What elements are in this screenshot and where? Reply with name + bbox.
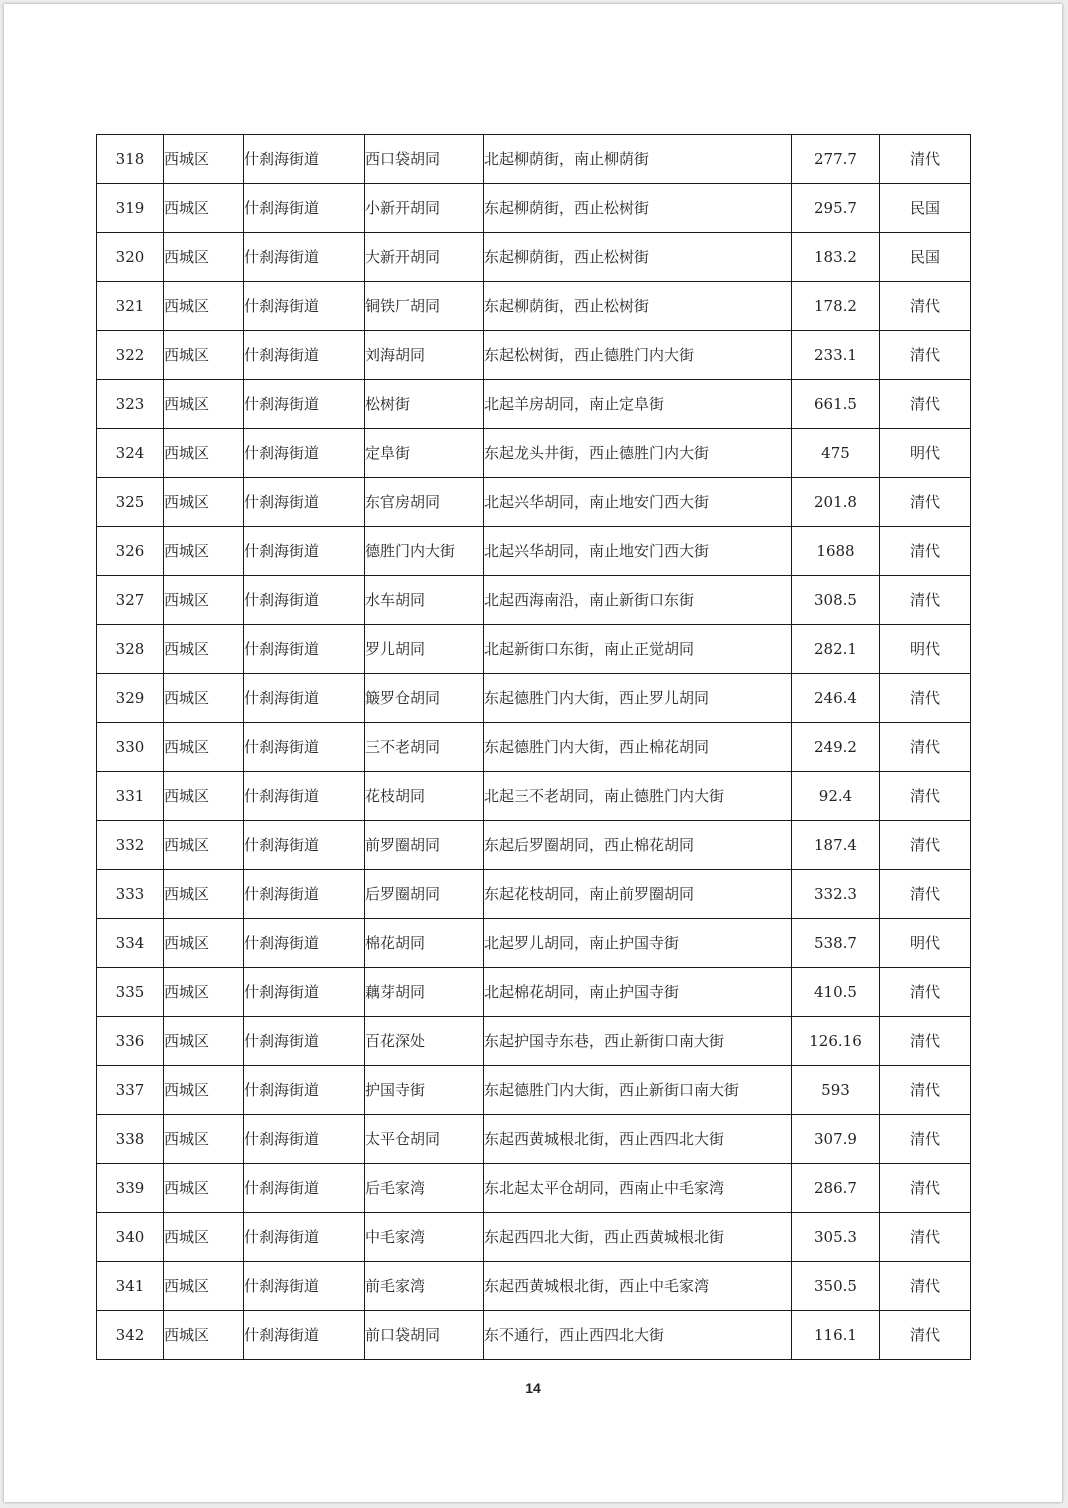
district-cell: 西城区 (164, 968, 244, 1017)
page-number: 14 (525, 1380, 541, 1396)
subdistrict-cell: 什刹海街道 (244, 723, 365, 772)
district-cell: 西城区 (164, 184, 244, 233)
era-cell: 清代 (880, 527, 971, 576)
length-cell: 277.7 (792, 135, 880, 184)
extent-cell: 北起兴华胡同，南止地安门西大街 (484, 527, 792, 576)
extent-cell: 东起护国寺东巷，西止新街口南大街 (484, 1017, 792, 1066)
row-number: 334 (97, 919, 164, 968)
table-row (97, 821, 971, 870)
extent-cell: 北起羊房胡同，南止定阜街 (484, 380, 792, 429)
table-row (97, 870, 971, 919)
row-number: 329 (97, 674, 164, 723)
subdistrict-cell: 什刹海街道 (244, 429, 365, 478)
extent-cell: 北起三不老胡同，南止德胜门内大街 (484, 772, 792, 821)
length-cell: 1688 (792, 527, 880, 576)
subdistrict-cell: 什刹海街道 (244, 821, 365, 870)
extent-cell: 东起柳荫街，西止松树街 (484, 233, 792, 282)
document-page (4, 4, 1062, 1502)
length-cell: 282.1 (792, 625, 880, 674)
era-cell: 明代 (880, 919, 971, 968)
subdistrict-cell: 什刹海街道 (244, 233, 365, 282)
street-name-cell: 簸罗仓胡同 (365, 674, 484, 723)
era-cell: 清代 (880, 331, 971, 380)
length-cell: 295.7 (792, 184, 880, 233)
subdistrict-cell: 什刹海街道 (244, 674, 365, 723)
length-cell: 307.9 (792, 1115, 880, 1164)
era-cell: 清代 (880, 1017, 971, 1066)
district-cell: 西城区 (164, 1164, 244, 1213)
row-number: 331 (97, 772, 164, 821)
length-cell: 116.1 (792, 1311, 880, 1360)
era-cell: 民国 (880, 184, 971, 233)
length-cell: 286.7 (792, 1164, 880, 1213)
subdistrict-cell: 什刹海街道 (244, 1115, 365, 1164)
subdistrict-cell: 什刹海街道 (244, 1066, 365, 1115)
table-row (97, 478, 971, 527)
subdistrict-cell: 什刹海街道 (244, 919, 365, 968)
length-cell: 246.4 (792, 674, 880, 723)
era-cell: 清代 (880, 380, 971, 429)
street-name-cell: 小新开胡同 (365, 184, 484, 233)
row-number: 337 (97, 1066, 164, 1115)
street-name-cell: 罗儿胡同 (365, 625, 484, 674)
length-cell: 305.3 (792, 1213, 880, 1262)
length-cell: 410.5 (792, 968, 880, 1017)
row-number: 336 (97, 1017, 164, 1066)
district-cell: 西城区 (164, 429, 244, 478)
street-name-cell: 德胜门内大街 (365, 527, 484, 576)
street-name-cell: 三不老胡同 (365, 723, 484, 772)
extent-cell: 东起花枝胡同，南止前罗圈胡同 (484, 870, 792, 919)
district-cell: 西城区 (164, 1262, 244, 1311)
district-cell: 西城区 (164, 135, 244, 184)
table-row (97, 429, 971, 478)
era-cell: 清代 (880, 282, 971, 331)
era-cell: 清代 (880, 1262, 971, 1311)
row-number: 320 (97, 233, 164, 282)
row-number: 340 (97, 1213, 164, 1262)
district-cell: 西城区 (164, 674, 244, 723)
street-name-cell: 藕芽胡同 (365, 968, 484, 1017)
era-cell: 清代 (880, 723, 971, 772)
era-cell: 清代 (880, 968, 971, 1017)
length-cell: 475 (792, 429, 880, 478)
length-cell: 201.8 (792, 478, 880, 527)
street-name-cell: 前罗圈胡同 (365, 821, 484, 870)
row-number: 341 (97, 1262, 164, 1311)
table-row (97, 331, 971, 380)
era-cell: 清代 (880, 674, 971, 723)
subdistrict-cell: 什刹海街道 (244, 282, 365, 331)
extent-cell: 东不通行，西止西四北大街 (484, 1311, 792, 1360)
extent-cell: 东起龙头井街，西止德胜门内大街 (484, 429, 792, 478)
table-row (97, 527, 971, 576)
row-number: 327 (97, 576, 164, 625)
table-row (97, 625, 971, 674)
street-name-cell: 后毛家湾 (365, 1164, 484, 1213)
street-name-cell: 铜铁厂胡同 (365, 282, 484, 331)
length-cell: 178.2 (792, 282, 880, 331)
district-cell: 西城区 (164, 821, 244, 870)
extent-cell: 北起柳荫街，南止柳荫街 (484, 135, 792, 184)
era-cell: 民国 (880, 233, 971, 282)
subdistrict-cell: 什刹海街道 (244, 527, 365, 576)
row-number: 332 (97, 821, 164, 870)
era-cell: 清代 (880, 478, 971, 527)
street-name-cell: 水车胡同 (365, 576, 484, 625)
extent-cell: 北起西海南沿，南止新街口东街 (484, 576, 792, 625)
row-number: 338 (97, 1115, 164, 1164)
extent-cell: 东起德胜门内大街，西止罗儿胡同 (484, 674, 792, 723)
district-cell: 西城区 (164, 625, 244, 674)
subdistrict-cell: 什刹海街道 (244, 184, 365, 233)
length-cell: 593 (792, 1066, 880, 1115)
street-name-cell: 松树街 (365, 380, 484, 429)
street-name-cell: 前毛家湾 (365, 1262, 484, 1311)
subdistrict-cell: 什刹海街道 (244, 576, 365, 625)
district-cell: 西城区 (164, 772, 244, 821)
district-cell: 西城区 (164, 478, 244, 527)
row-number: 322 (97, 331, 164, 380)
subdistrict-cell: 什刹海街道 (244, 135, 365, 184)
era-cell: 清代 (880, 576, 971, 625)
table-body (97, 135, 971, 1360)
length-cell: 350.5 (792, 1262, 880, 1311)
row-number: 321 (97, 282, 164, 331)
subdistrict-cell: 什刹海街道 (244, 772, 365, 821)
district-cell: 西城区 (164, 723, 244, 772)
row-number: 324 (97, 429, 164, 478)
street-name-cell: 刘海胡同 (365, 331, 484, 380)
extent-cell: 北起新街口东街，南止正觉胡同 (484, 625, 792, 674)
row-number: 319 (97, 184, 164, 233)
era-cell: 清代 (880, 1311, 971, 1360)
district-cell: 西城区 (164, 576, 244, 625)
subdistrict-cell: 什刹海街道 (244, 1017, 365, 1066)
subdistrict-cell: 什刹海街道 (244, 380, 365, 429)
row-number: 323 (97, 380, 164, 429)
row-number: 339 (97, 1164, 164, 1213)
street-name-cell: 后罗圈胡同 (365, 870, 484, 919)
row-number: 335 (97, 968, 164, 1017)
table-row (97, 1262, 971, 1311)
row-number: 333 (97, 870, 164, 919)
subdistrict-cell: 什刹海街道 (244, 870, 365, 919)
district-cell: 西城区 (164, 1115, 244, 1164)
table-row (97, 233, 971, 282)
extent-cell: 东起西黄城根北街，西止中毛家湾 (484, 1262, 792, 1311)
extent-cell: 东起西四北大街，西止西黄城根北街 (484, 1213, 792, 1262)
table-row (97, 576, 971, 625)
table-row (97, 1164, 971, 1213)
extent-cell: 东起德胜门内大街，西止新街口南大街 (484, 1066, 792, 1115)
district-cell: 西城区 (164, 919, 244, 968)
length-cell: 249.2 (792, 723, 880, 772)
street-name-cell: 花枝胡同 (365, 772, 484, 821)
table-row (97, 184, 971, 233)
length-cell: 538.7 (792, 919, 880, 968)
era-cell: 清代 (880, 772, 971, 821)
table-row (97, 723, 971, 772)
subdistrict-cell: 什刹海街道 (244, 625, 365, 674)
table-row (97, 1213, 971, 1262)
subdistrict-cell: 什刹海街道 (244, 1262, 365, 1311)
table-row (97, 1311, 971, 1360)
subdistrict-cell: 什刹海街道 (244, 1213, 365, 1262)
street-name-cell: 棉花胡同 (365, 919, 484, 968)
table-row (97, 968, 971, 1017)
extent-cell: 东起后罗圈胡同，西止棉花胡同 (484, 821, 792, 870)
street-name-cell: 东官房胡同 (365, 478, 484, 527)
street-name-cell: 前口袋胡同 (365, 1311, 484, 1360)
hutong-table (96, 134, 971, 1360)
row-number: 330 (97, 723, 164, 772)
length-cell: 308.5 (792, 576, 880, 625)
extent-cell: 东起松树街，西止德胜门内大街 (484, 331, 792, 380)
era-cell: 明代 (880, 625, 971, 674)
district-cell: 西城区 (164, 380, 244, 429)
era-cell: 清代 (880, 135, 971, 184)
district-cell: 西城区 (164, 1066, 244, 1115)
district-cell: 西城区 (164, 527, 244, 576)
row-number: 326 (97, 527, 164, 576)
row-number: 342 (97, 1311, 164, 1360)
extent-cell: 北起兴华胡同，南止地安门西大街 (484, 478, 792, 527)
district-cell: 西城区 (164, 233, 244, 282)
length-cell: 233.1 (792, 331, 880, 380)
extent-cell: 北起罗儿胡同，南止护国寺街 (484, 919, 792, 968)
extent-cell: 东起柳荫街，西止松树街 (484, 184, 792, 233)
table-row (97, 135, 971, 184)
row-number: 328 (97, 625, 164, 674)
length-cell: 183.2 (792, 233, 880, 282)
era-cell: 清代 (880, 1164, 971, 1213)
era-cell: 明代 (880, 429, 971, 478)
length-cell: 126.16 (792, 1017, 880, 1066)
street-name-cell: 定阜街 (365, 429, 484, 478)
subdistrict-cell: 什刹海街道 (244, 478, 365, 527)
era-cell: 清代 (880, 870, 971, 919)
district-cell: 西城区 (164, 1311, 244, 1360)
district-cell: 西城区 (164, 1017, 244, 1066)
table-row (97, 1115, 971, 1164)
subdistrict-cell: 什刹海街道 (244, 331, 365, 380)
district-cell: 西城区 (164, 331, 244, 380)
table-row (97, 282, 971, 331)
length-cell: 187.4 (792, 821, 880, 870)
subdistrict-cell: 什刹海街道 (244, 1164, 365, 1213)
extent-cell: 东北起太平仓胡同，西南止中毛家湾 (484, 1164, 792, 1213)
street-name-cell: 大新开胡同 (365, 233, 484, 282)
era-cell: 清代 (880, 821, 971, 870)
table-row (97, 1066, 971, 1115)
subdistrict-cell: 什刹海街道 (244, 968, 365, 1017)
row-number: 318 (97, 135, 164, 184)
table-row (97, 772, 971, 821)
era-cell: 清代 (880, 1115, 971, 1164)
table-row (97, 380, 971, 429)
table-row (97, 674, 971, 723)
street-name-cell: 太平仓胡同 (365, 1115, 484, 1164)
length-cell: 661.5 (792, 380, 880, 429)
extent-cell: 北起棉花胡同，南止护国寺街 (484, 968, 792, 1017)
street-name-cell: 百花深处 (365, 1017, 484, 1066)
extent-cell: 东起柳荫街，西止松树街 (484, 282, 792, 331)
street-name-cell: 护国寺街 (365, 1066, 484, 1115)
district-cell: 西城区 (164, 1213, 244, 1262)
era-cell: 清代 (880, 1066, 971, 1115)
district-cell: 西城区 (164, 282, 244, 331)
extent-cell: 东起德胜门内大街，西止棉花胡同 (484, 723, 792, 772)
table-row (97, 1017, 971, 1066)
era-cell: 清代 (880, 1213, 971, 1262)
row-number: 325 (97, 478, 164, 527)
district-cell: 西城区 (164, 870, 244, 919)
subdistrict-cell: 什刹海街道 (244, 1311, 365, 1360)
length-cell: 332.3 (792, 870, 880, 919)
extent-cell: 东起西黄城根北街，西止西四北大街 (484, 1115, 792, 1164)
table-row (97, 919, 971, 968)
street-name-cell: 西口袋胡同 (365, 135, 484, 184)
street-name-cell: 中毛家湾 (365, 1213, 484, 1262)
length-cell: 92.4 (792, 772, 880, 821)
